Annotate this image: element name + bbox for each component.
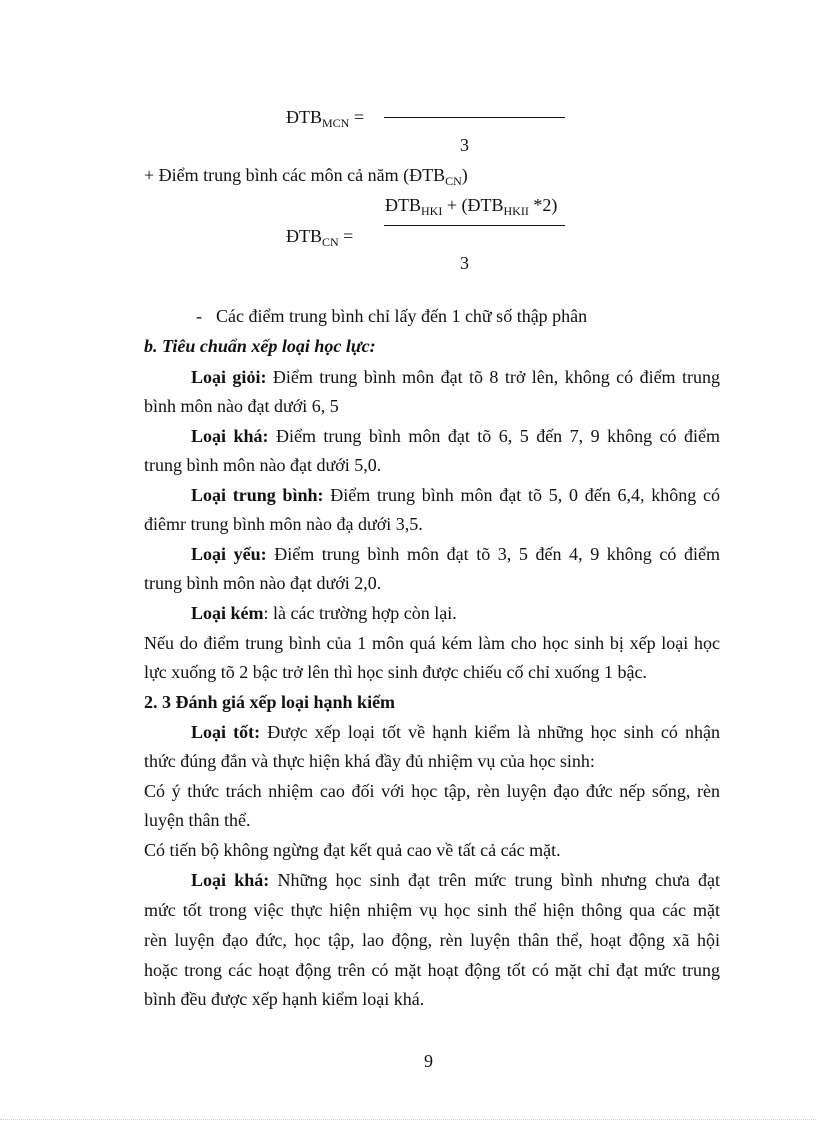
- gioi-label: Loại giỏi:: [191, 367, 267, 387]
- yeu-label: Loại yếu:: [191, 544, 267, 564]
- yeu-line1: [191, 543, 720, 565]
- kha-hk-line4: hoặc trong các hoạt động trên có mặt hoạt động tốt có mặt chỉ đạt mức trung: [144, 960, 720, 980]
- kha-hl-label: Loại khá:: [191, 426, 269, 446]
- kha-hk-label: Loại khá:: [191, 870, 270, 890]
- section-b-title: b. Tiêu chuẩn xếp loại học lực:: [144, 336, 376, 356]
- tot-text1: Được xếp loại tốt về hạnh kiểm là những học sinh có nhận: [260, 722, 720, 742]
- formula-mcn-fraction-bar: [384, 117, 565, 118]
- kha-hl-text1: Điểm trung bình môn đạt tõ 6, 5 đến 7, 9 không có điểm: [268, 426, 720, 446]
- tb-line1: [191, 484, 720, 506]
- yeu-line2: trung bình môn nào đạt dưới 2,0.: [144, 573, 382, 593]
- cn-heading-sub: CN: [445, 174, 462, 188]
- formula-mcn-lhs: [286, 106, 364, 128]
- page-number: 9: [424, 1051, 433, 1071]
- kem-line: [191, 602, 457, 624]
- formula-mcn-denominator: 3: [460, 135, 469, 155]
- section-23-title: 2. 3 Đánh giá xếp loại hạnh kiểm: [144, 692, 396, 712]
- y-thuc-line2: luyện thân thể.: [144, 810, 251, 830]
- kha-hk-line3: rèn luyện đạo đức, học tập, lao động, rèn luyện thân thể, hoạt động xã hội: [144, 930, 720, 950]
- y-thuc-line1: Có ý thức trách nhiệm cao đối với học tập, rèn luyện đạo đức nếp sống, rèn: [144, 781, 720, 801]
- bullet-dash: -: [196, 306, 202, 326]
- kha-hl-line2: trung bình môn nào đạt dưới 5,0.: [144, 455, 382, 475]
- gioi-text1: Điểm trung bình môn đạt tõ 8 trở lên, không có điểm trung: [266, 367, 720, 387]
- kha-hl-line1: [191, 425, 720, 447]
- formula-cn-lhs-sub: CN: [322, 235, 339, 249]
- formula-cn-num-b-sub: HKII: [503, 204, 529, 218]
- kem-text: : là các trường hợp còn lại.: [263, 603, 457, 623]
- formula-cn-lhs: [286, 225, 353, 247]
- formula-cn-denominator: 3: [460, 253, 469, 273]
- formula-cn-num-a: ĐTB: [385, 195, 421, 215]
- tb-label: Loại trung bình:: [191, 485, 324, 505]
- page-bottom-edge: [0, 1119, 816, 1120]
- yeu-text1: Điểm trung bình môn đạt tõ 3, 5 đến 4, 9 không có điểm: [266, 544, 720, 564]
- formula-mcn-equals: =: [353, 107, 364, 127]
- formula-cn-equals: =: [343, 226, 354, 246]
- gioi-line2: bình môn nào đạt dưới 6, 5: [144, 396, 339, 416]
- formula-cn-num-a-sub: HKI: [421, 204, 443, 218]
- gioi-line1: [191, 366, 720, 388]
- cn-heading-close: ): [461, 165, 468, 185]
- kha-hk-line2: mức tốt trong việc thực hiện nhiệm vụ học sinh thể hiện thông qua các mặt: [144, 900, 720, 920]
- kem-label: Loại kém: [191, 603, 264, 623]
- cn-heading: [144, 164, 468, 186]
- tb-text1: Điểm trung bình môn đạt tõ 5, 0 đến 6,4, không có: [323, 485, 720, 505]
- kha-hk-line5: bình đều được xếp hạnh kiểm loại khá.: [144, 989, 425, 1009]
- formula-cn-numerator: [385, 194, 557, 216]
- bullet-text: Các điểm trung bình chỉ lấy đến 1 chữ số thập phân: [216, 306, 588, 326]
- kha-hk-text1: Những học sinh đạt trên mức trung bình nhưng chưa đạt: [269, 870, 720, 890]
- tot-label: Loại tốt:: [191, 722, 261, 742]
- note-line2: lực xuống tõ 2 bậc trở lên thì học sinh được chiếu cố chỉ xuống 1 bậc.: [144, 662, 647, 682]
- tot-line1: [191, 721, 720, 743]
- tot-line2: thức đúng đắn và thực hiện khá đầy đủ nhiệm vụ của học sinh:: [144, 751, 595, 771]
- cn-heading-text: + Điểm trung bình các môn cả năm (ĐTB: [144, 165, 446, 185]
- formula-cn-lhs-main: ĐTB: [286, 226, 322, 246]
- formula-cn-num-end: *2): [528, 195, 558, 215]
- note-line1: Nếu do điểm trung bình của 1 môn quá kém làm cho học sinh bị xếp loại học: [144, 633, 720, 653]
- formula-mcn-lhs-main: ĐTB: [286, 107, 322, 127]
- tb-line2: điêmr trung bình môn nào đạ dưới 3,5.: [144, 514, 423, 534]
- formula-cn-fraction-bar: [384, 225, 565, 226]
- formula-cn-num-mid: + (ĐTB: [442, 195, 504, 215]
- formula-mcn-lhs-sub: MCN: [322, 116, 350, 130]
- tien-bo-line: Có tiến bộ không ngừng đạt kết quả cao về tất cả các mặt.: [144, 840, 561, 860]
- kha-hk-line1: [191, 869, 720, 891]
